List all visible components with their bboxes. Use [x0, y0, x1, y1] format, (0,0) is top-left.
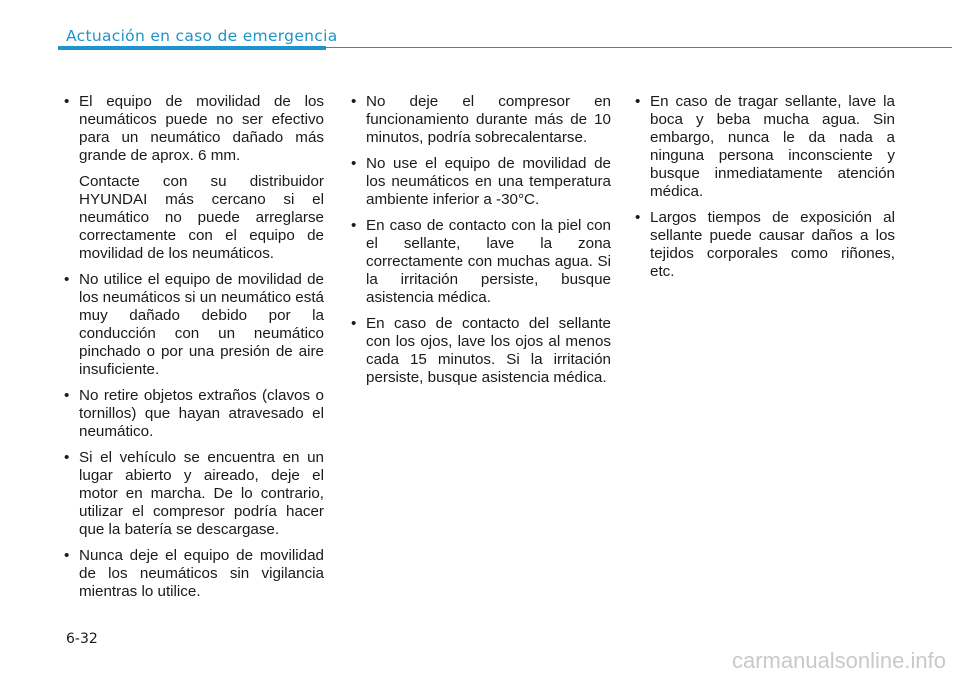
list-item — [62, 387, 324, 441]
list-item-text: El equipo de movilidad de los neumáticos puede no ser efectivo para un neumático dañado más grande de aprox. 6 mm. — [79, 93, 324, 164]
list-item — [349, 217, 611, 307]
text-column-2 — [349, 93, 611, 395]
watermark-text: carmanualsonline.info — [731, 648, 946, 673]
header-rule — [326, 47, 952, 48]
bullet-icon: • — [64, 547, 70, 564]
list-item-text: No use el equipo de movilidad de los neumáticos en una temperatura ambiente inferior a -30°C. — [366, 155, 611, 208]
list-item-note: Contacte con su distribuidor HYUNDAI más cercano si el neumático no puede arreglarse correctamente con el equipo de movilidad de los neumáticos. — [79, 173, 324, 262]
header-accent-bar — [58, 46, 326, 50]
bullet-icon: • — [64, 387, 70, 404]
bullet-list-3 — [633, 93, 895, 281]
page-number: 6-32 — [66, 631, 98, 647]
bullet-icon: • — [64, 93, 70, 110]
bullet-icon: • — [351, 217, 357, 234]
list-item-text: En caso de contacto con la piel con el sellante, lave la zona correctamente con muchas agua. Si la irritación persiste, busque asistencia médica. — [366, 217, 611, 306]
bullet-icon: • — [351, 315, 357, 332]
section-title: Actuación en caso de emergencia — [66, 27, 338, 45]
bullet-icon: • — [64, 271, 70, 288]
list-item-text: Largos tiempos de exposición al sellante puede causar daños a los tejidos corporales como riñones, etc. — [650, 209, 895, 280]
bullet-icon: • — [351, 155, 357, 172]
list-item-text: No deje el compresor en funcionamiento durante más de 10 minutos, podría sobrecalentarse. — [366, 93, 611, 146]
list-item — [62, 449, 324, 539]
list-item — [349, 155, 611, 209]
bullet-icon: • — [351, 93, 357, 110]
list-item-text: No utilice el equipo de movilidad de los neumáticos si un neumático está muy dañado debido por la conducción con un neumático pinchado o por una presión de aire insuficiente. — [79, 271, 324, 378]
list-item — [62, 271, 324, 379]
list-item-text: En caso de tragar sellante, lave la boca y beba mucha agua. Sin embargo, nunca le da nada a ninguna persona inconsciente y busque inmediatamente atención médica. — [650, 93, 895, 200]
bullet-list-1 — [62, 93, 324, 601]
list-item — [633, 93, 895, 201]
bullet-icon: • — [635, 93, 641, 110]
text-column-1 — [62, 93, 324, 609]
list-item — [62, 547, 324, 601]
text-column-3 — [633, 93, 895, 289]
list-item — [633, 209, 895, 281]
list-item-text: En caso de contacto del sellante con los ojos, lave los ojos al menos cada 15 minutos. Si la irritación persiste, busque asistencia médica. — [366, 315, 611, 386]
list-item-text: Si el vehículo se encuentra en un lugar abierto y aireado, deje el motor en marcha. De lo contrario, utilizar el compresor podría hacer que la batería se descargase. — [79, 449, 324, 538]
list-item — [349, 93, 611, 147]
list-item-text: No retire objetos extraños (clavos o tornillos) que hayan atravesado el neumático. — [79, 387, 324, 440]
bullet-list-2 — [349, 93, 611, 387]
list-item — [349, 315, 611, 387]
list-item-text: Nunca deje el equipo de movilidad de los neumáticos sin vigilancia mientras lo utilice. — [79, 547, 324, 600]
list-item — [62, 93, 324, 263]
bullet-icon: • — [64, 449, 70, 466]
bullet-icon: • — [635, 209, 641, 226]
